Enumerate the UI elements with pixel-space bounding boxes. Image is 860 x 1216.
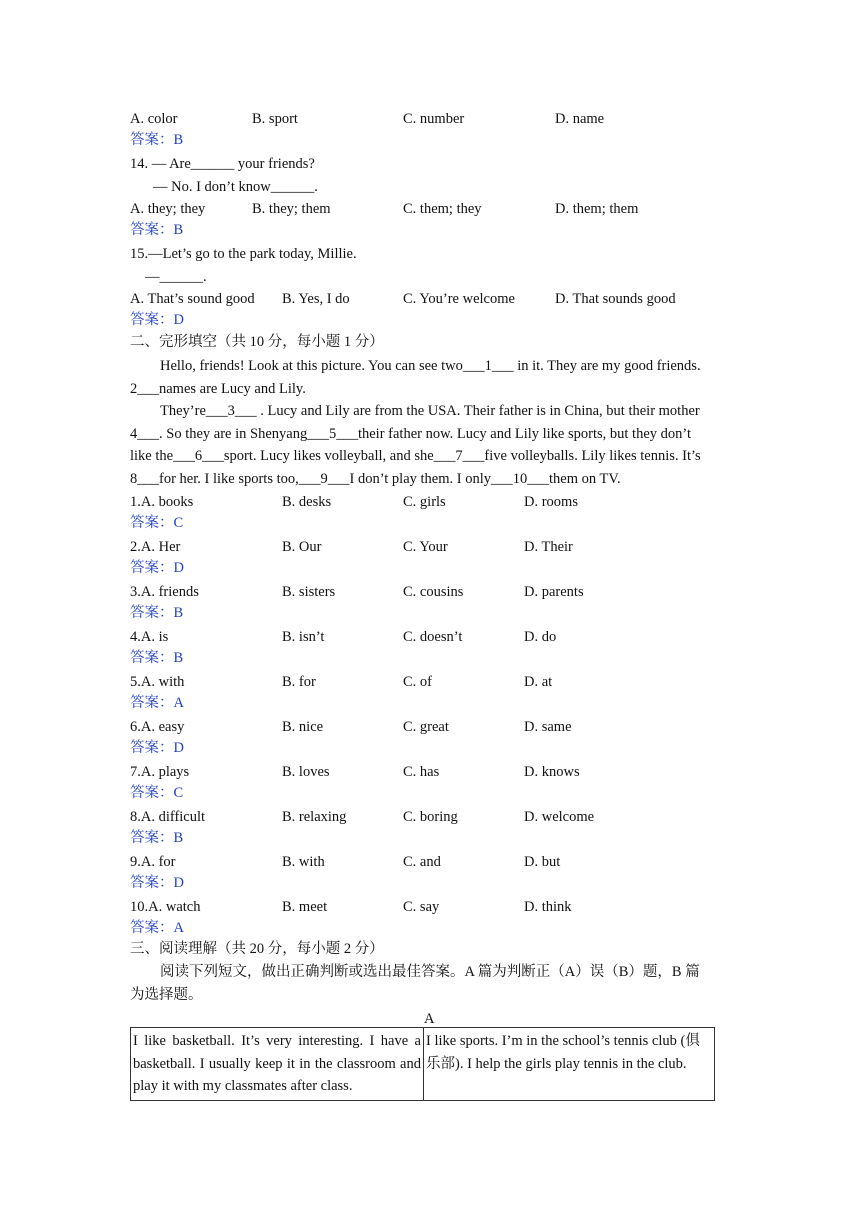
- cloze-4-answer: 答案：B: [130, 650, 184, 666]
- cloze-10-option-d: D. think: [524, 899, 572, 915]
- cloze-9-option-d: D. but: [524, 854, 561, 870]
- passage-line-6: 8___for her. I like sports too,___9___I don’t play them. I only___10___them on TV.: [130, 470, 621, 487]
- passage-line-5: like the___6___sport. Lucy likes volleyball, and she___7___five volleyballs. Lily likes tennis. It’s: [130, 448, 701, 464]
- cloze-1-option-b: B. desks: [282, 494, 332, 510]
- q15-answer: 答案：D: [130, 312, 184, 328]
- cloze-3-option-d: D. parents: [524, 584, 584, 600]
- reading-cell-right: I like sports. I’m in the school’s tennis club (俱乐部). I help the girls play tennis in the club.: [424, 1028, 715, 1101]
- cloze-3-option-a: 3.A. friends: [130, 584, 199, 600]
- q14-line1: 14. — Are______ your friends?: [130, 156, 315, 172]
- cloze-5-option-c: C. of: [403, 674, 432, 690]
- cloze-2-option-b: B. Our: [282, 539, 322, 555]
- q14-option-d: D. them; them: [555, 201, 639, 217]
- cloze-9-answer: 答案：D: [130, 875, 184, 891]
- cloze-4-option-a: 4.A. is: [130, 629, 169, 645]
- q15-line2: —______.: [145, 269, 207, 285]
- passage-line-4: 4___. So they are in Shenyang___5___their father now. Lucy and Lily like sports, but they don’t: [130, 425, 691, 442]
- blank-1: ___1___: [462, 358, 514, 374]
- q13-option-d: D. name: [555, 111, 605, 127]
- blank-2: 2___: [130, 380, 159, 397]
- cloze-6-option-c: C. great: [403, 719, 449, 735]
- cloze-1-option-a: 1.A. books: [130, 494, 194, 510]
- reading-cell-left: I like basketball. It’s very interesting. I have a basketball. I usually keep it in the classroom and play it with my classmates after class.: [131, 1028, 424, 1101]
- cloze-8-option-a: 8.A. difficult: [130, 809, 206, 825]
- cloze-6-option-b: B. nice: [282, 719, 324, 735]
- section3-title: 三、阅读理解（共 20 分，每小题 2 分）: [130, 941, 384, 957]
- cloze-5-answer: 答案：A: [130, 695, 184, 711]
- q14-answer: 答案：B: [130, 222, 184, 238]
- cloze-3-option-b: B. sisters: [282, 584, 336, 600]
- q14-line2: — No. I don’t know______.: [153, 179, 318, 195]
- cloze-5-option-a: 5.A. with: [130, 674, 185, 690]
- q15-option-c: C. You’re welcome: [403, 291, 515, 307]
- q13-option-c: C. number: [403, 111, 465, 127]
- cloze-5-option-b: B. for: [282, 674, 316, 690]
- blank-8: 8___: [130, 470, 159, 487]
- cloze-2-option-c: C. Your: [403, 539, 448, 555]
- cloze-10-option-b: B. meet: [282, 899, 328, 915]
- blank-9: ___9___: [298, 470, 350, 487]
- cloze-10-option-a: 10.A. watch: [130, 899, 201, 915]
- cloze-5-option-d: D. at: [524, 674, 553, 690]
- q15-option-d: D. That sounds good: [555, 291, 676, 307]
- passage-line-1: Hello, friends! Look at this picture. You can see two___1___ in it. They are my good friends.: [160, 358, 701, 374]
- blank-6: ___6___: [173, 448, 224, 464]
- cloze-6-answer: 答案：D: [130, 740, 184, 756]
- q13-option-b: B. sport: [252, 111, 298, 127]
- cloze-8-option-c: C. boring: [403, 809, 458, 825]
- q15-option-a: A. That’s sound good: [130, 291, 255, 307]
- cloze-3-option-c: C. cousins: [403, 584, 464, 600]
- cloze-6-option-a: 6.A. easy: [130, 719, 185, 735]
- blank-5: ___5___: [307, 425, 358, 442]
- cloze-7-option-d: D. knows: [524, 764, 580, 780]
- cloze-7-option-b: B. loves: [282, 764, 330, 780]
- reading-table: [130, 1027, 715, 1101]
- section3-instruction-2: 为选择题。: [130, 987, 203, 1003]
- cloze-passage: [130, 355, 736, 490]
- q13-option-a: A. color: [130, 111, 178, 127]
- cloze-7-answer: 答案：C: [130, 785, 184, 801]
- blank-10: ___10___: [491, 470, 549, 487]
- cloze-10-answer: 答案：A: [130, 920, 184, 936]
- cloze-4-option-d: D. do: [524, 629, 557, 645]
- q15-line1: 15.—Let’s go to the park today, Millie.: [130, 246, 357, 262]
- cloze-4-option-b: B. isn’t: [282, 629, 325, 645]
- cloze-8-option-d: D. welcome: [524, 809, 595, 825]
- section2-title: 二、完形填空（共 10 分，每小题 1 分）: [130, 334, 384, 350]
- blank-3: ___3___: [205, 403, 257, 419]
- cloze-4-option-c: C. doesn’t: [403, 629, 463, 645]
- cloze-7-option-a: 7.A. plays: [130, 764, 190, 780]
- cloze-2-answer: 答案：D: [130, 560, 184, 576]
- cloze-1-option-d: D. rooms: [524, 494, 578, 510]
- cloze-9-option-a: 9.A. for: [130, 854, 176, 870]
- blank-7: ___7___: [433, 448, 485, 464]
- blank-4: 4___: [130, 425, 159, 442]
- cloze-2-option-a: 2.A. Her: [130, 539, 181, 555]
- cloze-8-option-b: B. relaxing: [282, 809, 347, 825]
- cloze-2-option-d: D. Their: [524, 539, 573, 555]
- cloze-9-option-c: C. and: [403, 854, 441, 870]
- cloze-1-option-c: C. girls: [403, 494, 446, 510]
- cloze-1-answer: 答案：C: [130, 515, 184, 531]
- part-a-heading: A: [424, 1011, 435, 1027]
- section3-instruction-1: 阅读下列短文，做出正确判断或选出最佳答案。A 篇为判断正（A）误（B）题，B 篇: [160, 964, 700, 980]
- cloze-3-answer: 答案：B: [130, 605, 184, 621]
- q14-option-c: C. them; they: [403, 201, 482, 217]
- cloze-8-answer: 答案：B: [130, 830, 184, 846]
- cloze-9-option-b: B. with: [282, 854, 325, 870]
- cloze-6-option-d: D. same: [524, 719, 572, 735]
- passage-line-3: They’re___3___ . Lucy and Lily are from the USA. Their father is in China, but their mother: [160, 403, 700, 419]
- cloze-10-option-c: C. say: [403, 899, 440, 915]
- q15-option-b: B. Yes, I do: [282, 291, 350, 307]
- passage-line-2: 2___names are Lucy and Lily.: [130, 380, 306, 397]
- q14-option-b: B. they; them: [252, 201, 331, 217]
- q14-option-a: A. they; they: [130, 201, 206, 217]
- cloze-7-option-c: C. has: [403, 764, 440, 780]
- q13-answer: 答案：B: [130, 132, 184, 148]
